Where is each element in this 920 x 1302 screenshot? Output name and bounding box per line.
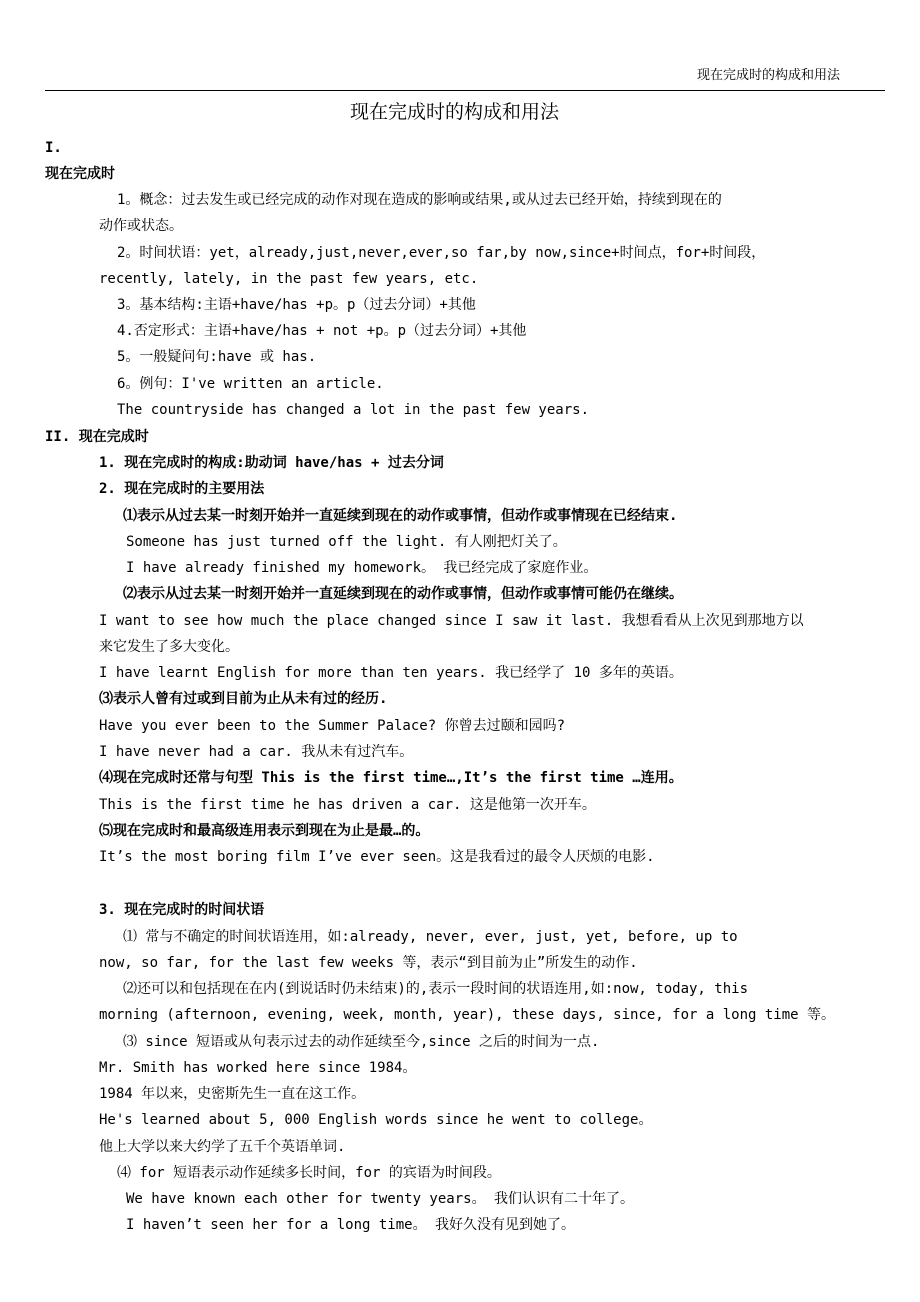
time-2-line: ⑵还可以和包括现在在内(到说话时仍未结束)的,表示一段时间的状语连用,如:now, today, this [123,981,749,997]
time-4-line: ⑷ for 短语表示动作延续多长时间，for 的宾语为时间段。 [117,1165,501,1181]
usage-4-example-1: This is the first time he has driven a car. 这是他第一次开车。 [99,797,596,813]
concept-line: 1。概念：过去发生或已经完成的动作对现在造成的影响或结果,或从过去已经开始，持续到现在的 [117,192,722,208]
usage-3-example-2: I have never had a car. 我从未有过汽车。 [99,744,414,760]
time-1-line-cont: now, so far, for the last few weeks 等，表示“到目前为止”所发生的动作. [99,955,638,971]
concept-line-cont: 动作或状态。 [99,218,183,234]
example-line: 6。例句：I've written an article. [117,376,384,392]
usage-2-heading: ⑵表示从过去某一时刻开始并一直延续到现在的动作或事情，但动作或事情可能仍在继续。 [123,586,683,602]
negative-line: 4.否定形式：主语+have/has + not +p。p（过去分词）+其他 [117,323,527,339]
section-2-heading: II. 现在完成时 [45,429,149,445]
usage-2-example-1-cont: 来它发生了多大变化。 [99,639,239,655]
section-1-number: I. [45,140,62,156]
section-2-2: 2. 现在完成时的主要用法 [99,481,265,497]
usage-1-example-1: Someone has just turned off the light. 有人刚把灯关了。 [126,534,567,550]
time-3-line: ⑶ since 短语或从句表示过去的动作延续至今,since 之后的时间为一点. [123,1034,600,1050]
time-3-example-2: He's learned about 5, 000 English words since he went to college。 [99,1112,653,1128]
usage-3-heading: ⑶表示人曾有过或到目前为止从未有过的经历. [99,691,388,707]
usage-4-heading: ⑷现在完成时还常与句型 This is the first time…,It’s the first time …连用。 [99,770,683,786]
section-1-heading: 现在完成时 [45,166,115,182]
example-line-cont: The countryside has changed a lot in the past few years. [117,402,590,418]
time-1-line: ⑴ 常与不确定的时间状语连用，如:already, never, ever, just, yet, before, up to [123,929,738,945]
page-title: 现在完成时的构成和用法 [350,101,560,123]
header-rule [45,90,885,91]
usage-3-example-1: Have you ever been to the Summer Palace? 你曾去过颐和园吗? [99,718,566,734]
time-3-example-2-translation: 他上大学以来大约学了五千个英语单词. [99,1139,346,1155]
usage-1-example-2: I have already finished my homework。 我已经完成了家庭作业。 [126,560,598,576]
question-line: 5。一般疑问句:have 或 has. [117,349,317,365]
usage-2-example-1: I want to see how much the place changed since I saw it last. 我想看看从上次见到那地方以 [99,613,804,629]
time-4-example-2: I haven’t seen her for a long time。 我好久没有见到她了。 [126,1217,576,1233]
running-header: 现在完成时的构成和用法 [697,68,841,83]
section-2-1: 1. 现在完成时的构成:助动词 have/has + 过去分词 [99,455,444,471]
usage-5-example-1: It’s the most boring film I’ve ever seen。这是我看过的最令人厌烦的电影. [99,849,655,865]
time-4-example-1: We have known each other for twenty years。 我们认识有二十年了。 [126,1191,635,1207]
adverbial-line: 2。时间状语：yet，already,just,never,ever,so far,by now,since+时间点，for+时间段， [117,245,766,261]
time-3-example-1-translation: 1984 年以来，史密斯先生一直在这工作。 [99,1086,366,1102]
time-3-example-1: Mr. Smith has worked here since 1984。 [99,1060,417,1076]
structure-line: 3。基本结构:主语+have/has +p。p（过去分词）+其他 [117,297,476,313]
usage-2-example-2: I have learnt English for more than ten years. 我已经学了 10 多年的英语。 [99,665,683,681]
usage-5-heading: ⑸现在完成时和最高级连用表示到现在为止是最…的。 [99,823,430,839]
adverbial-line-cont: recently, lately, in the past few years, etc. [99,271,479,287]
time-2-line-cont: morning (afternoon, evening, week, month, year), these days, since, for a long time 等。 [99,1007,836,1023]
usage-1-heading: ⑴表示从过去某一时刻开始并一直延续到现在的动作或事情，但动作或事情现在已经结束. [123,508,678,524]
section-3-heading: 3. 现在完成时的时间状语 [99,902,265,918]
